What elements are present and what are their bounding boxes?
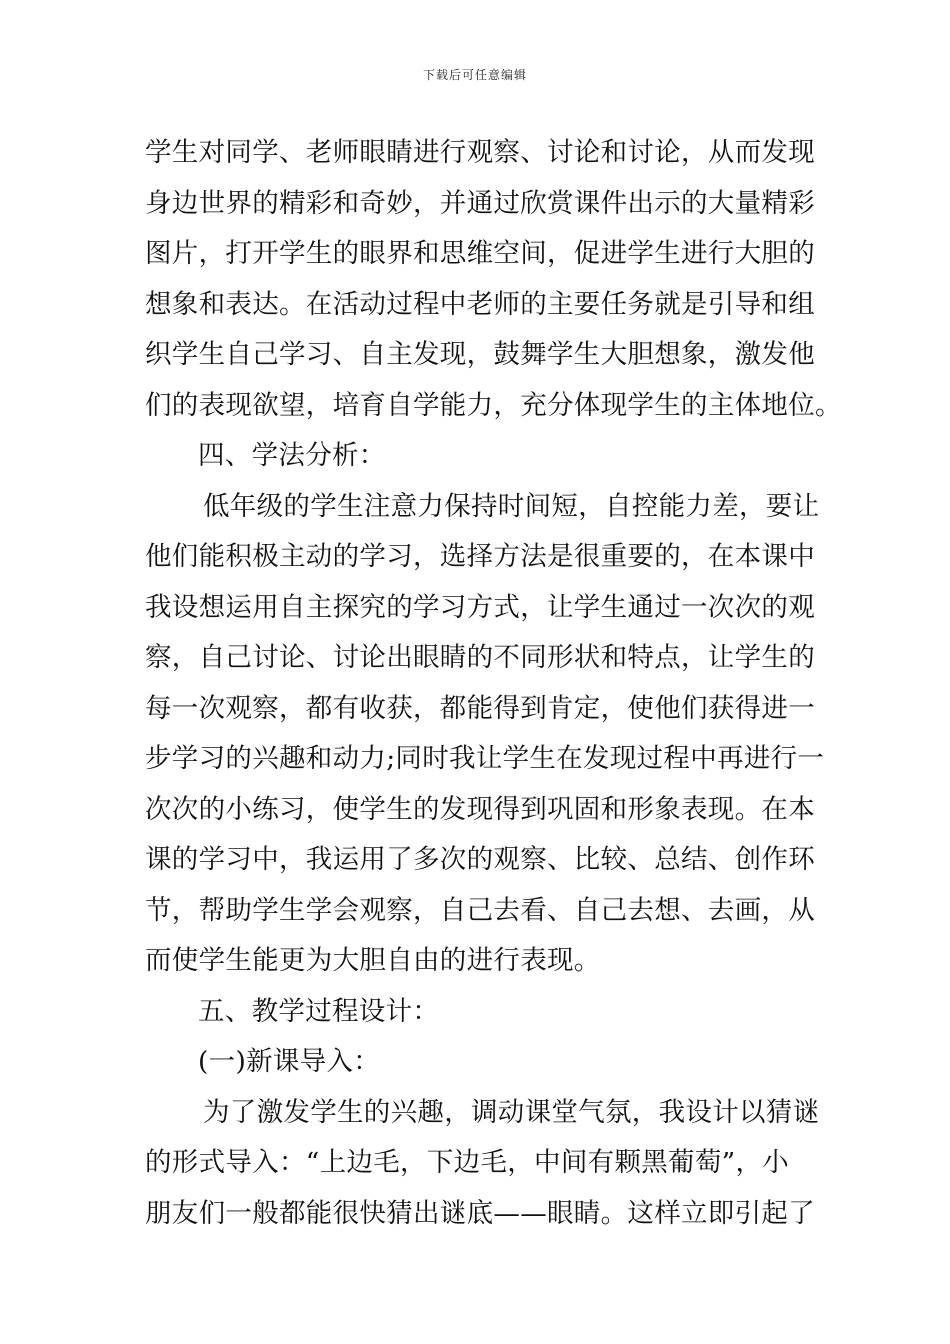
text-line: 课的学习中，我运用了多次的观察、比较、总结、创作环: [145, 844, 815, 875]
paragraph-first-line: 低年级的学生注意力保持时间短，自控能力差，要让: [203, 490, 820, 522]
paragraph-first-line: 为了激发学生的兴趣，调动课堂气氛，我设计以猜谜: [203, 1096, 820, 1128]
text-line: 我设想运用自主探究的学习方式，让学生通过一次次的观: [145, 591, 815, 623]
text-line: 察，自己讨论、讨论出眼睛的不同形状和特点，让学生的: [145, 642, 815, 673]
text-line: 朋友们一般都能很快猜出谜底——眼睛。这样立即引起了: [145, 1197, 815, 1229]
document-body: [145, 128, 842, 1239]
text-line: 他们能积极主动的学习，选择方法是很重要的，在本课中: [145, 541, 815, 572]
text-line: 次次的小练习，使学生的发现得到巩固和形象表现。在本: [145, 793, 815, 825]
section-heading: 五、教学过程设计：: [198, 995, 440, 1027]
text-line: 图片，打开学生的眼界和思维空间，促进学生进行大胆的: [145, 238, 815, 269]
subsection-heading: (一)新课导入：: [198, 1046, 381, 1077]
text-line: 节，帮助学生学会观察，自己去看、自己去想、去画，从: [145, 894, 815, 926]
text-line: 们的表现欲望，培育自学能力，充分体现学生的主体地位。: [145, 389, 842, 421]
text-line: 想象和表达。在活动过程中老师的主要任务就是引导和组: [145, 288, 815, 320]
text-line: 学生对同学、老师眼睛进行观察、讨论和讨论，从而发现: [145, 137, 815, 168]
section-heading: 四、学法分析：: [198, 440, 386, 471]
text-line: 的形式导入：“上边毛，下边毛，中间有颗黑葡萄”，小: [145, 1147, 790, 1178]
text-line: 织学生自己学习、自主发现，鼓舞学生大胆想象，激发他: [145, 339, 815, 370]
text-line: 而使学生能更为大胆自由的进行表现。: [145, 945, 601, 976]
text-line: 每一次观察，都有收获，都能得到肯定，使他们获得进一: [145, 692, 815, 724]
page-header: 下载后可任意编辑: [422, 68, 527, 82]
text-line: 步学习的兴趣和动力;同时我让学生在发现过程中再进行一: [145, 743, 825, 774]
text-line: 身边世界的精彩和奇妙，并通过欣赏课件出示的大量精彩: [145, 187, 815, 219]
